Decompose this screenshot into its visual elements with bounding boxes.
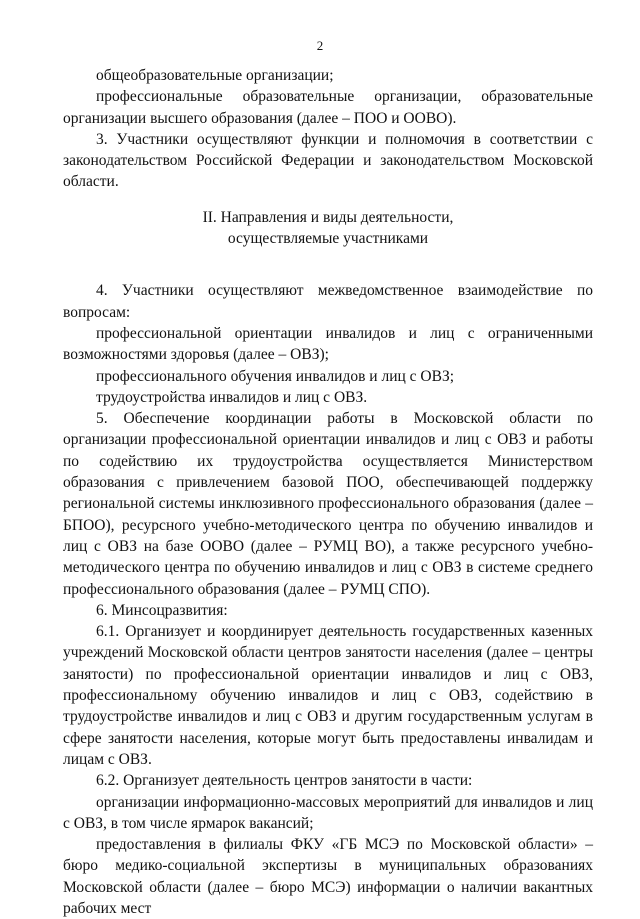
paragraph: 6.2. Организует деятельность центров занятости в части:: [96, 772, 473, 790]
paragraph: профессиональной ориентации инвалидов и лиц с ограниченными возможностями здоровья (далее – ОВЗ);: [63, 324, 593, 364]
section-heading: [63, 207, 593, 250]
paragraph: 5. Обеспечение координации работы в Московской области по организации профессиональной ориентации инвалидов и лиц с ОВЗ и работы по содействию их трудоустройства осуществляется Министерством образования с привлечением базовой ПОО, обеспечивающей поддержку региональной системы инклюзивного профессионального образования (далее – БПОО), ресурсного учебно-методического центра по обучению инвалидов и лиц с ОВЗ на базе ООВО (далее – РУМЦ ВО), а также ресурсного учебно-методического центра по обучению инвалидов и лиц с ОВЗ в системе среднего профессионального образования (далее – РУМЦ СПО).: [63, 410, 593, 598]
page-number: 2: [316, 38, 324, 53]
paragraph: профессионального обучения инвалидов и лиц с ОВЗ;: [96, 367, 455, 385]
paragraph: 6.1. Организует и координирует деятельность государственных казенных учреждений Московской области центров занятости населения (далее – центры занятости) по профессиональной ориентации инвалидов и лиц с ОВЗ, профессиональному обучению инвалидов и лиц с ОВЗ, содействию в трудоустройстве инвалидов и лиц с ОВЗ и другим государственным услугам в сфере занятости населения, которые могут быть предоставлены инвалидам и лицам с ОВЗ.: [63, 623, 593, 768]
paragraph: трудоустройства инвалидов и лиц с ОВЗ.: [96, 388, 368, 406]
paragraph: 6. Минсоцразвития:: [96, 601, 228, 619]
paragraph: профессиональные образовательные организации, образовательные организации высшего образования (далее – ПОО и ООВО).: [63, 88, 593, 127]
document-body: [63, 65, 593, 919]
paragraph: предоставления в филиалы ФКУ «ГБ МСЭ по Московской области» – бюро медико-социальной экспертизы в муниципальных образованиях Московской области (далее – бюро МСЭ) информации о наличии вакантных рабочих мест: [63, 836, 593, 917]
section-heading-line-2: осуществляемые участниками: [227, 230, 429, 248]
section-heading-line-1: II. Направления и виды деятельности,: [202, 208, 454, 226]
paragraph: 3. Участники осуществляют функции и полномочия в соответствии с законодательством Российской Федерации и законодательством Московской области.: [63, 130, 593, 191]
paragraph: 4. Участники осуществляют межведомственное взаимодействие по вопросам:: [63, 282, 593, 321]
paragraph: организации информационно-массовых мероприятий для инвалидов и лиц с ОВЗ, в том числе ярмарок вакансий;: [63, 793, 593, 832]
paragraph: общеобразовательные организации;: [96, 67, 334, 84]
